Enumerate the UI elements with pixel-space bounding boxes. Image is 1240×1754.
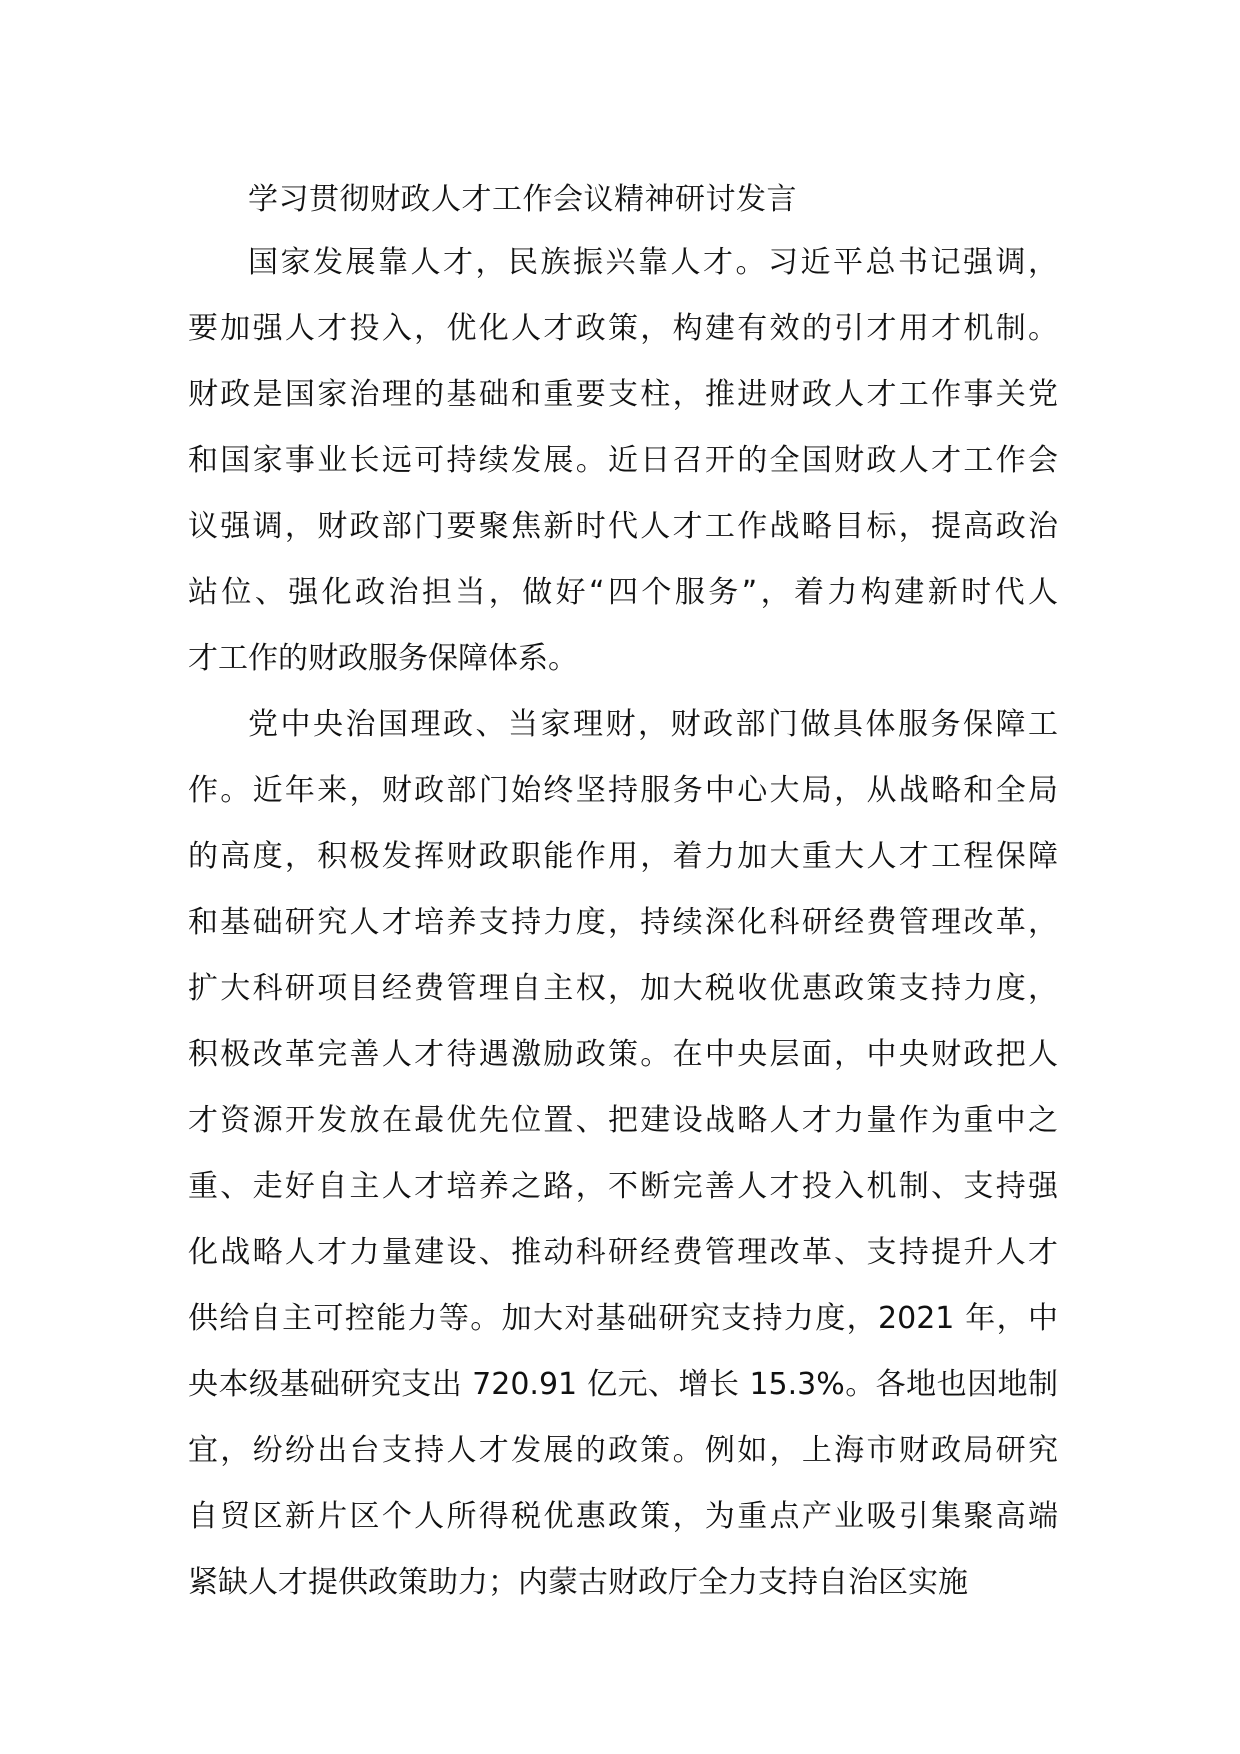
- paragraph-line: 重、走好自主人才培养之路，不断完善人才投入机制、支持强: [188, 1169, 1058, 1204]
- paragraph-line: 央本级基础研究支出 720.91 亿元、增长 15.3%。各地也因地制: [188, 1367, 1058, 1402]
- paragraph-line: 和国家事业长远可持续发展。近日召开的全国财政人才工作会: [188, 443, 1058, 478]
- paragraph-line: 要加强人才投入，优化人才政策，构建有效的引才用才机制。: [188, 311, 1058, 346]
- paragraph-line: 作。近年来，财政部门始终坚持服务中心大局，从战略和全局: [188, 773, 1058, 808]
- paragraph-line: 扩大科研项目经费管理自主权，加大税收优惠政策支持力度，: [188, 971, 1058, 1006]
- paragraph-line: 才资源开发放在最优先位置、把建设战略人才力量作为重中之: [188, 1103, 1058, 1138]
- paragraph-line: 积极改革完善人才待遇激励政策。在中央层面，中央财政把人: [188, 1037, 1058, 1072]
- paragraph-line: 的高度，积极发挥财政职能作用，着力加大重大人才工程保障: [188, 839, 1058, 874]
- paragraph-1: [188, 230, 1058, 692]
- paragraph-line: 财政是国家治理的基础和重要支柱，推进财政人才工作事关党: [188, 377, 1058, 412]
- paragraph-line: 宜，纷纷出台支持人才发展的政策。例如，上海市财政局研究: [188, 1433, 1058, 1468]
- paragraph-line: 供给自主可控能力等。加大对基础研究支持力度，2021 年，中: [188, 1301, 1058, 1336]
- paragraph-line: 化战略人才力量建设、推动科研经费管理改革、支持提升人才: [188, 1235, 1058, 1270]
- paragraph-line: 站位、强化政治担当，做好“四个服务”，着力构建新时代人: [188, 575, 1058, 610]
- document-title: 学习贯彻财政人才工作会议精神研讨发言: [248, 182, 797, 217]
- paragraph-line: 自贸区新片区个人所得税优惠政策，为重点产业吸引集聚高端: [188, 1499, 1058, 1534]
- paragraph-line: 紧缺人才提供政策助力；内蒙古财政厅全力支持自治区实施: [188, 1565, 968, 1600]
- paragraph-line: 党中央治国理政、当家理财，财政部门做具体服务保障工: [248, 707, 1058, 742]
- paragraph-line: 议强调，财政部门要聚焦新时代人才工作战略目标，提高政治: [188, 509, 1058, 544]
- paragraph-line: 才工作的财政服务保障体系。: [188, 641, 578, 676]
- paragraph-line: 国家发展靠人才，民族振兴靠人才。习近平总书记强调，: [248, 245, 1058, 280]
- document-body: [188, 170, 1058, 1616]
- paragraph-line: 和基础研究人才培养支持力度，持续深化科研经费管理改革，: [188, 905, 1058, 940]
- paragraph-2: [188, 692, 1058, 1616]
